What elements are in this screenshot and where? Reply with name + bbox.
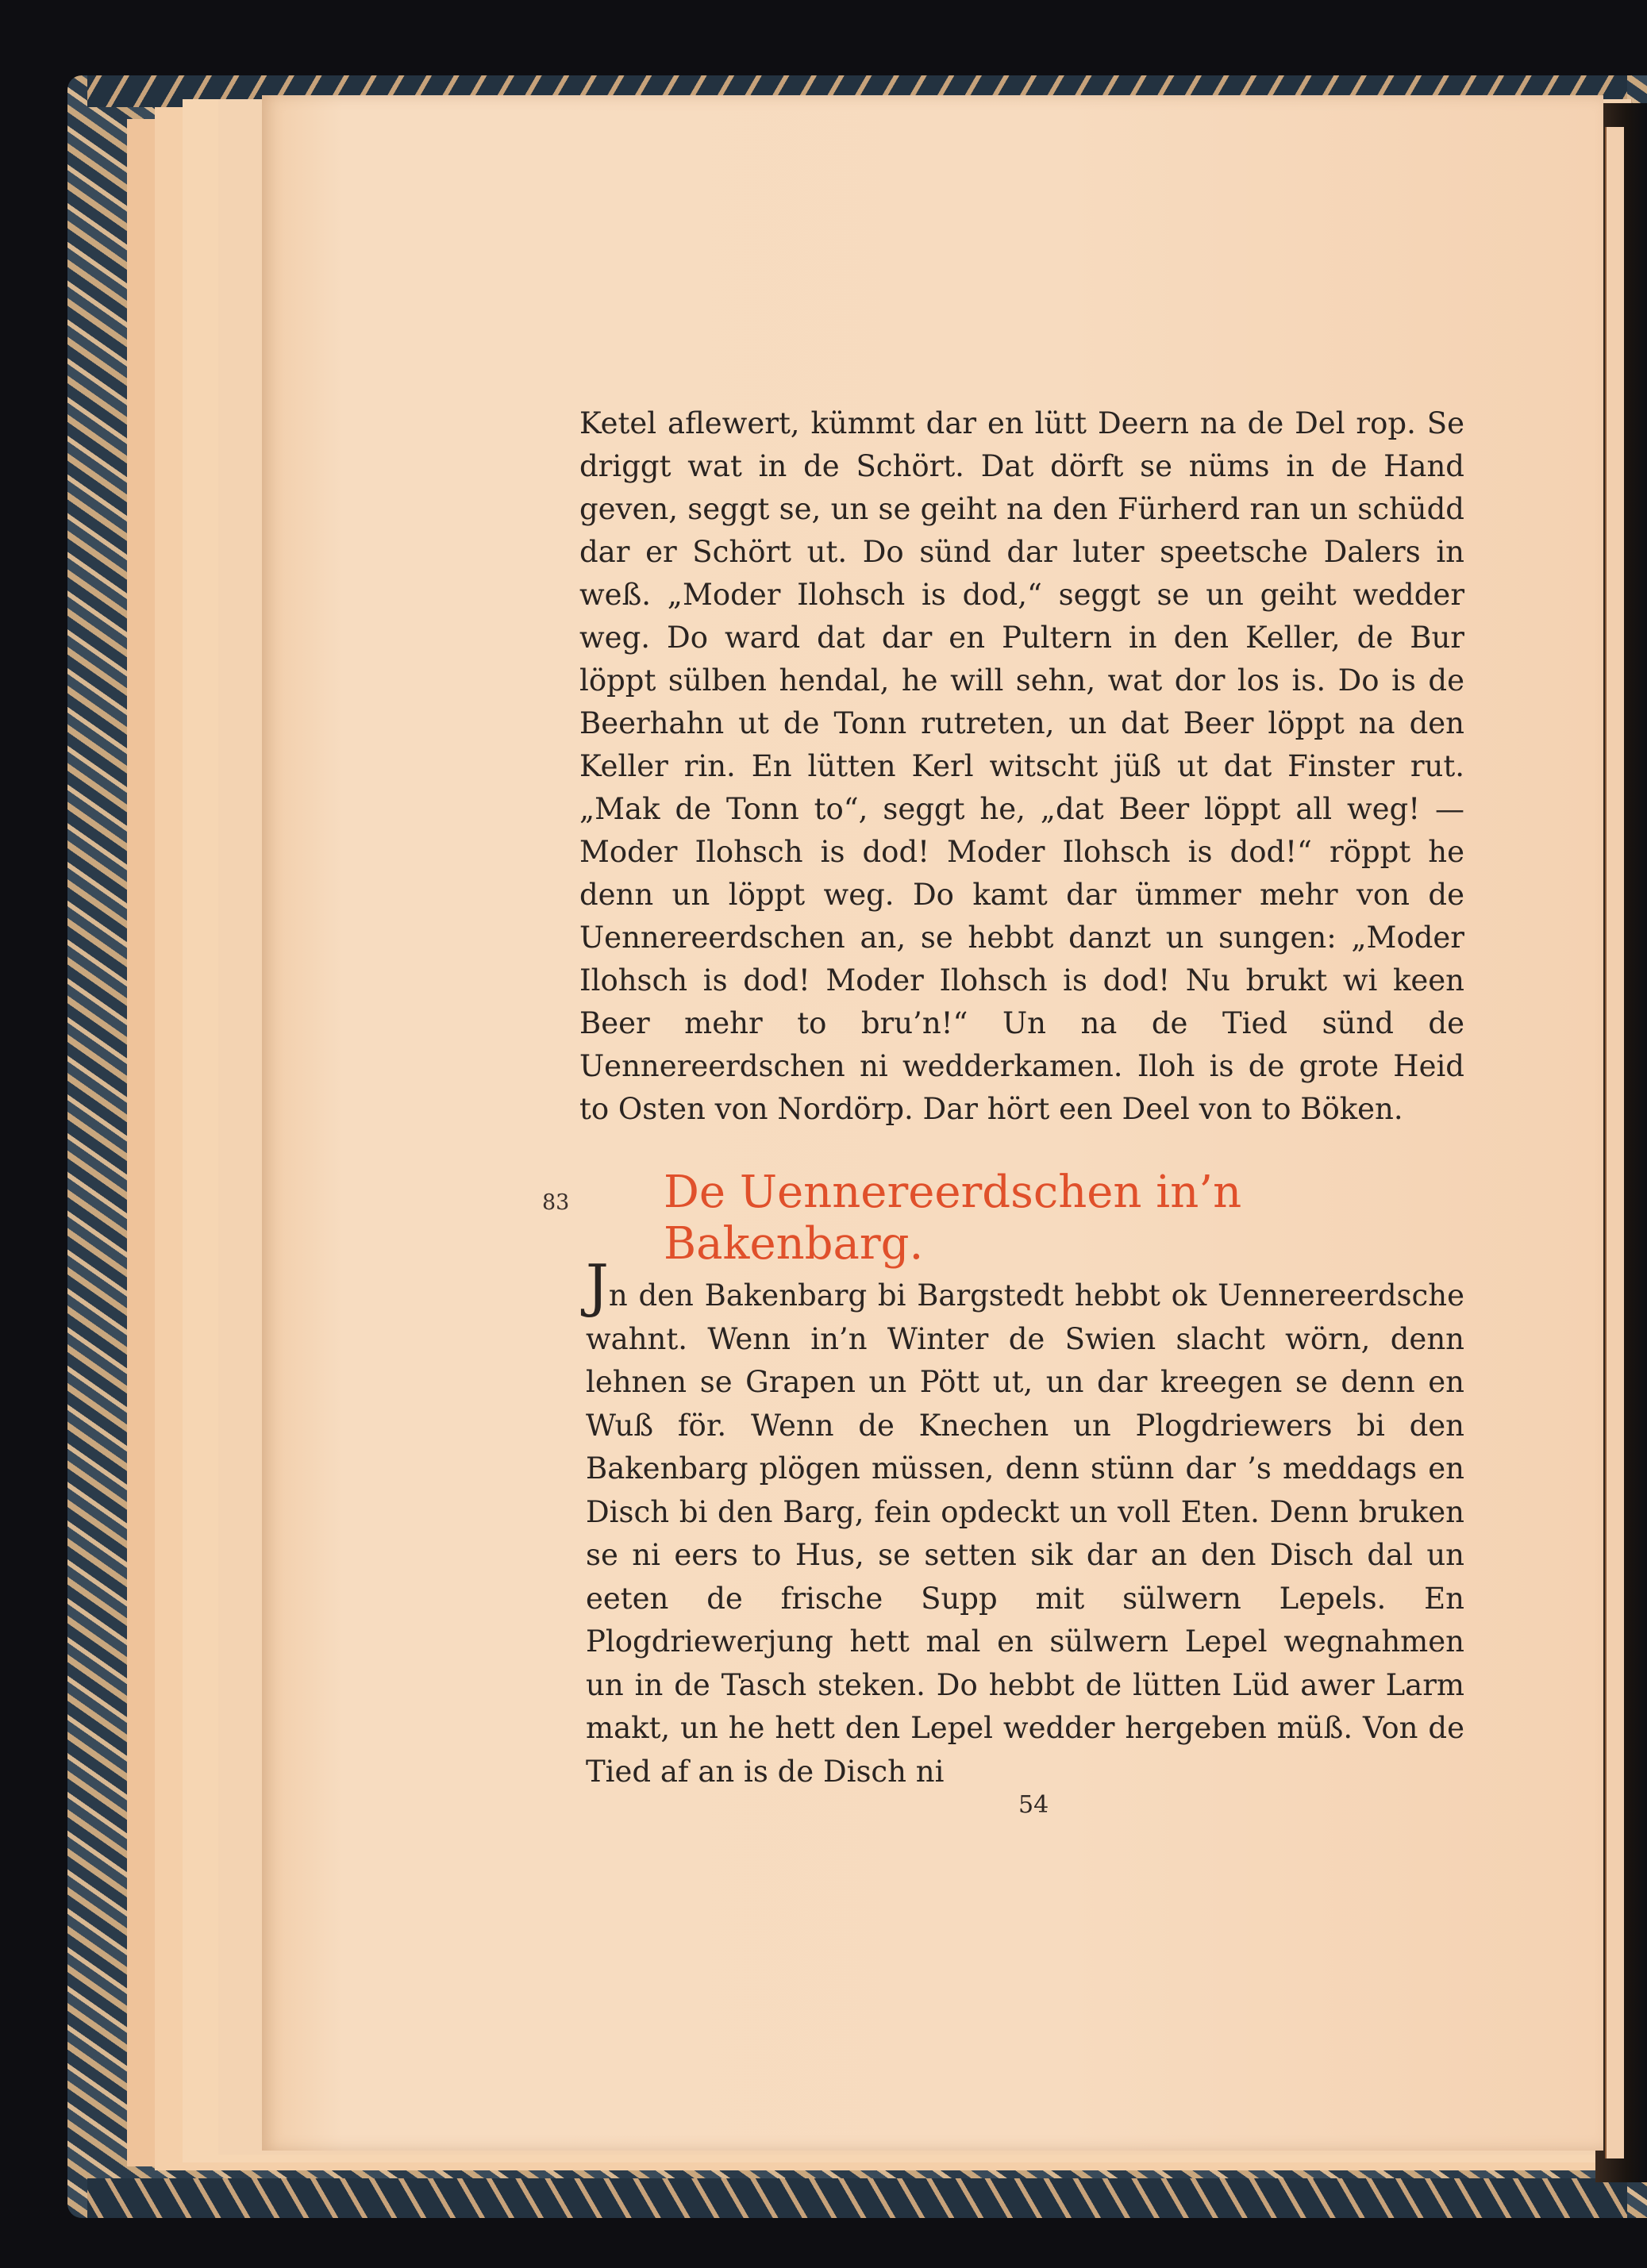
section-number: 83 <box>542 1190 570 1215</box>
drop-initial: J <box>586 1252 609 1319</box>
body-text-block <box>586 1240 1464 1823</box>
body-text-block <box>579 402 1464 1131</box>
paragraph: Ketel aflewert, kümmt dar en lütt Deern na de Del rop. Se driggt wat in de Schört. Dat dörft se nüms in de Hand geven, seggt se, un se geiht na den Fürherd ran un schüdd dar er Schört ut. Do sünd dar luter speetsche Dalers in weß. „Moder Ilohsch is dod,“ seggt se un geiht wedder weg. Do ward dat dar en Pultern in den Keller, de Bur löppt sülben hendal, he will sehn, wat dor los is. Do is de Beerhahn ut de Tonn rutreten, un dat Beer löppt na den Keller rin. En lütten Kerl witscht jüß ut dat Finster rut. „Mak de Tonn to“, seggt he, „dat Beer löppt all weg! — Moder Ilohsch is dod! Moder Ilohsch is dod!“ röppt he denn un löppt weg. Do kamt dar ümmer mehr von de Uennereerdschen an, se hebbt danzt un sungen: „Moder Ilohsch is dod! Moder Ilohsch is dod! Nu brukt wi keen Beer mehr to bru’n!“ Un na de Tied sünd de Uennereerdschen ni wedderkamen. Iloh is de grote Heid to Osten von Nordörp. Dar hört een Deel von to Böken. <box>579 406 1464 1126</box>
facing-page-edge <box>1605 127 1624 2158</box>
paragraph <box>586 1252 1464 1793</box>
paragraph-text: n den Bakenbarg bi Bargstedt hebbt ok Uennereerdsche wahnt. Wenn in’n Winter de Swien slacht wörn, denn lehnen se Grapen un Pött ut, un dar kreegen se denn en Wuß för. Wenn de Knechen un Plogdriewers bi den Bakenbarg plögen müssen, denn stünn dar ’s meddags en Disch bi den Barg, fein opdeckt un voll Eten. Denn bruken se ni eers to Hus, se setten sik dar an den Disch dal un eeten de frische Supp mit sülwern Lepels. En Plogdriewerjung hett mal en sülwern Lepel wegnahmen un in de Tasch steken. Do hebbt de lütten Lüd awer Larm makt, un he hett den Lepel wedder hergeben müß. Von de Tied af an is de Disch ni <box>586 1278 1464 1789</box>
section-heading: De Uennereerdschen in’n Bakenbarg. <box>664 1167 1242 1270</box>
page-number: 54 <box>1018 1791 1049 1819</box>
cover-pattern-bottom <box>87 2178 1627 2218</box>
